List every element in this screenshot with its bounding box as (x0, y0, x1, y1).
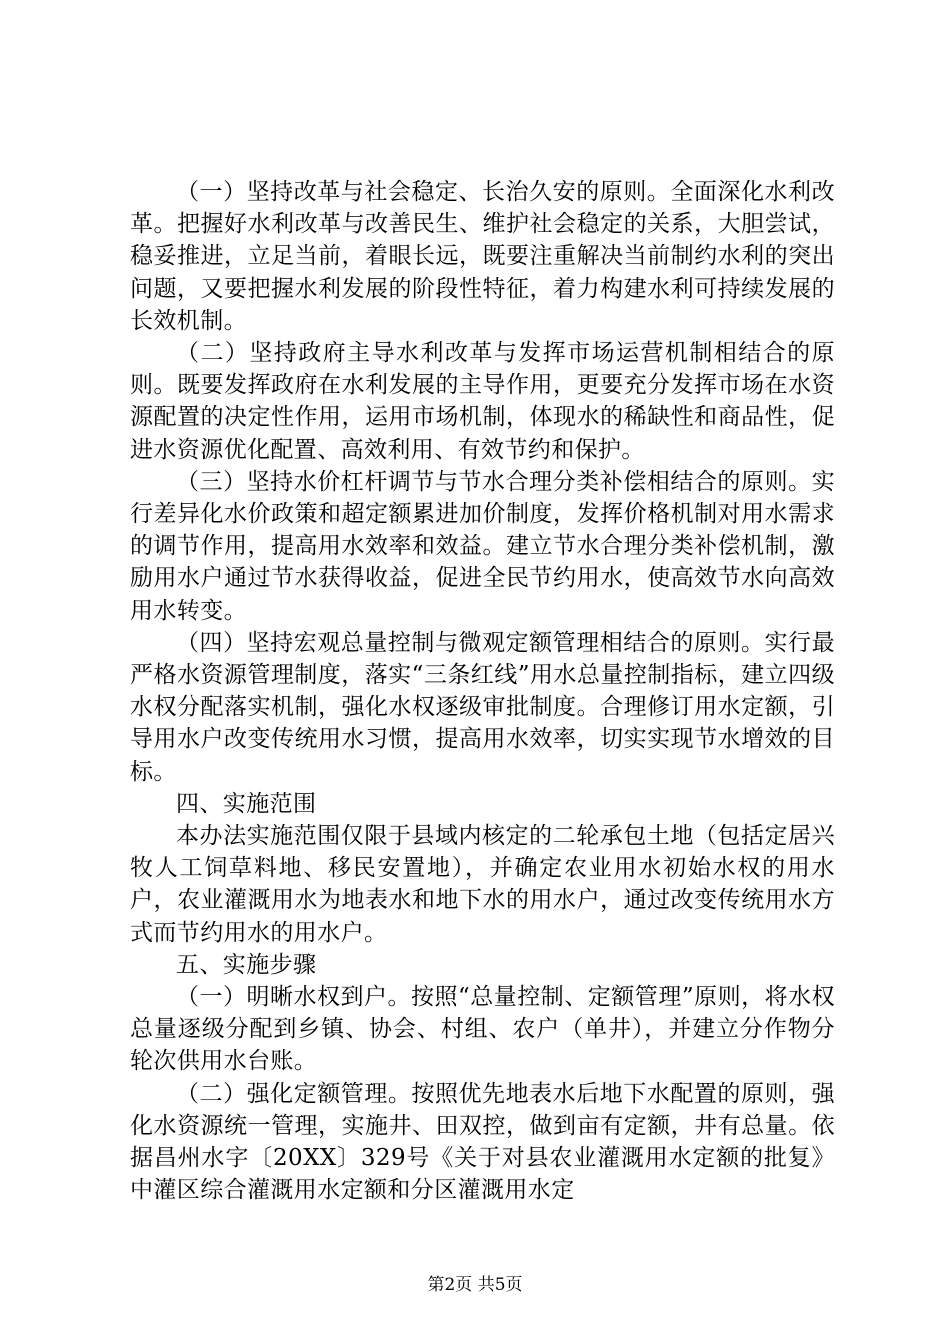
paragraph-step-1: （一）明晰水权到户。按照“总量控制、定额管理”原则，将水权总量逐级分配到乡镇、协会、村组、农户（单井），并建立分作物分轮次供用水台账。 (130, 984, 835, 1075)
page-footer: 第2页 共5页 (427, 1275, 523, 1295)
document-body (130, 176, 835, 1207)
paragraph-principle-3: （三）坚持水价杠杆调节与节水合理分类补偿相结合的原则。实行差异化水价政策和超定额累进加价制度，发挥价格机制对用水需求的调节作用，提高用水效率和效益。建立节水合理分类补偿机制，激励用水户通过节水获得收益，促进全民节约用水，使高效节水向高效用水转变。 (130, 468, 835, 624)
section-heading-steps: 五、实施步骤 (176, 951, 317, 978)
section-heading-scope: 四、实施范围 (176, 790, 317, 817)
paragraph-principle-2: （二）坚持政府主导水利改革与发挥市场运营机制相结合的原则。既要发挥政府在水利发展的主导作用，更要充分发挥市场在水资源配置的决定性作用，运用市场机制，体现水的稀缺性和商品性，促进水资源优化配置、高效利用、有效节约和保护。 (130, 340, 835, 463)
paragraph-scope: 本办法实施范围仅限于县域内核定的二轮承包土地（包括定居兴牧人工饲草料地、移民安置地），并确定农业用水初始水权的用水户，农业灌溉用水为地表水和地下水的用水户，通过改变传统用水方式而节约用水的用水户。 (130, 823, 835, 946)
paragraph-step-2: （二）强化定额管理。按照优先地表水后地下水配置的原则，强化水资源统一管理，实施井、田双控，做到亩有定额，井有总量。依据昌州水字〔20XX〕329号《关于对县农业灌溉用水定额的批复》中灌区综合灌溉用水定额和分区灌溉用水定 (130, 1080, 835, 1204)
paragraph-principle-1: （一）坚持改革与社会稳定、长治久安的原则。全面深化水利改革。把握好水利改革与改善民生、维护社会稳定的关系，大胆尝试，稳妥推进，立足当前，着眼长远，既要注重解决当前制约水利的突出问题，又要把握水利发展的阶段性特征，着力构建水利可持续发展的长效机制。 (130, 179, 835, 334)
paragraph-principle-4: （四）坚持宏观总量控制与微观定额管理相结合的原则。实行最严格水资源管理制度，落实“三条红线”用水总量控制指标，建立四级水权分配落实机制，强化水权逐级审批制度。合理修订用水定额，引导用水户改变传统用水习惯，提高用水效率，切实实现节水增效的目标。 (130, 629, 835, 785)
